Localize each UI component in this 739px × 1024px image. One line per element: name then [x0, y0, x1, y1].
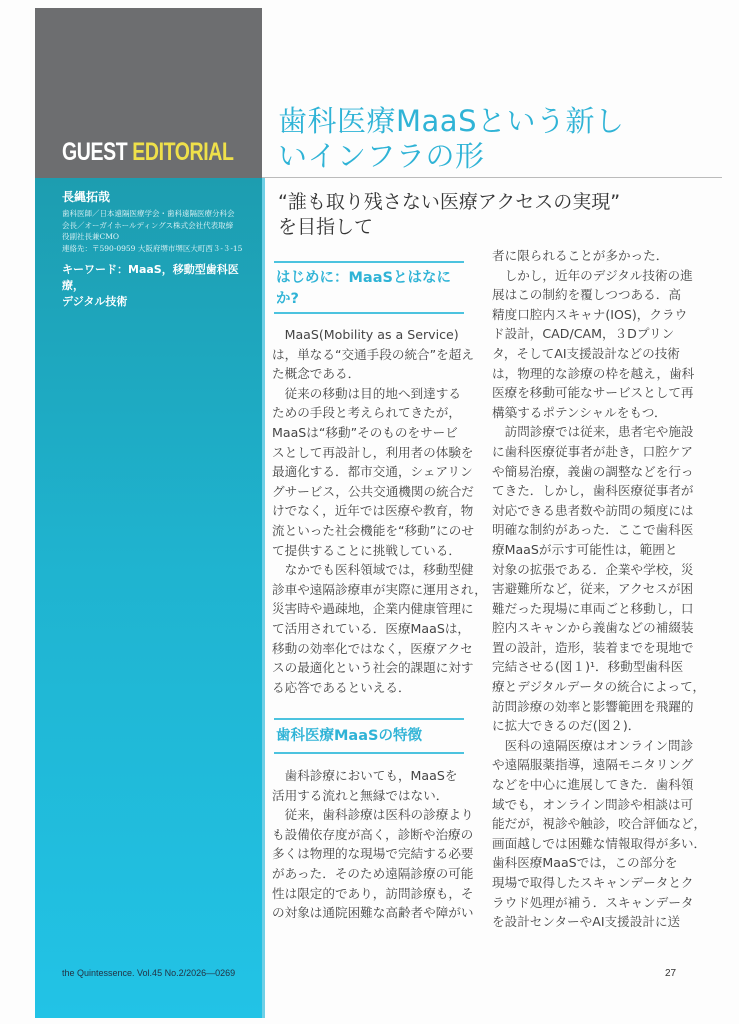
text-line: 対象の拡張である．企業や学校，災	[492, 561, 694, 577]
text-line: 災害時や過疎地，企業内健康管理に	[272, 601, 474, 617]
text-line: MaaS(Mobility as a Service)	[272, 327, 459, 342]
text-line: 移動の効率化ではなく，医療アクセ	[272, 640, 473, 656]
text-line: て活用されている．医療MaaSは，	[272, 620, 471, 636]
text-line: 療とデジタルデータの統合によって，	[492, 679, 706, 695]
text-line: ラウド処理が補う．スキャンデータ	[492, 894, 694, 910]
article-subtitle	[278, 190, 620, 240]
text-line: 展はこの制約を覆しつつある．高	[492, 287, 681, 303]
text-line: 医療を移動可能なサービスとして再	[492, 385, 694, 401]
text-line: た概念である．	[272, 366, 361, 382]
text-line: スの最適化という社会的課題に対す	[272, 660, 474, 676]
text-line: 歯科診療においても，MaaSを	[272, 768, 458, 783]
text-line: 域でも，オンライン問診や相談は可	[492, 796, 694, 812]
section1-bottom-rule	[274, 312, 464, 314]
text-line: MaaSは“移動”そのものをサービ	[272, 424, 458, 440]
affiliation-line: 会長／オーガイホールディングス株式会社代表取締	[62, 220, 234, 230]
column2-body	[492, 246, 707, 932]
column-edge-line	[262, 178, 265, 1018]
affiliation-line: 役副社長兼CMO	[62, 232, 120, 241]
title-line: 歯科医療MaaSという新し	[278, 104, 625, 138]
text-line: スとして再設計し，利用者の体験を	[272, 444, 474, 460]
text-line: 療MaaSが示す可能性は，範囲と	[492, 541, 678, 557]
text-line: などを中心に進展してきた．歯科領	[492, 777, 694, 793]
text-line: 構築するポテンシャルをもつ．	[492, 404, 667, 420]
text-line: 活用する流れと無縁ではない．	[272, 787, 449, 803]
text-line: 多くは物理的な現場で完結する必要	[272, 846, 474, 862]
text-line: 完結させる(図１)¹．移動型歯科医	[492, 659, 684, 675]
text-line: の対象は通院困難な高齢者や障がい	[272, 905, 474, 921]
text-line: しかし，近年のデジタル技術の進	[492, 267, 693, 283]
text-line: 能だが，視診や触診，咬合評価など，	[492, 816, 707, 832]
text-line: 性は限定的であり，訪問診療も，そ	[272, 885, 474, 901]
text-line: 最適化する．都市交通，シェアリン	[272, 464, 473, 480]
heading-line: はじめに：MaaSとはなに	[276, 270, 451, 286]
text-line: タ，そしてAI支援設計などの技術	[492, 345, 680, 361]
section1-top-rule	[274, 261, 464, 263]
text-line: に拡大できるのだ(図２)．	[492, 718, 641, 734]
keywords	[62, 262, 257, 310]
text-line: も設備依存度が高く，診断や治療の	[272, 826, 474, 842]
affiliation-line: 歯科医師／日本遠隔医療学会・歯科遠隔医療分科会	[62, 209, 235, 218]
text-line: があった．そのため遠隔診療の可能	[272, 865, 474, 881]
text-line: 医科の遠隔医療はオンライン問診	[492, 737, 694, 753]
text-line: 腔内スキャンから義歯などの補綴装	[492, 620, 694, 636]
text-line: 訪問診療では従来，患者宅や施設	[492, 424, 694, 440]
text-line: 訪問診療の効率と影響範囲を飛躍的	[492, 698, 694, 714]
text-line: や遠隔服薬指導，遠隔モニタリング	[492, 757, 694, 773]
page-number: 27	[665, 968, 677, 979]
title-line: いインフラの形	[278, 139, 485, 173]
text-line: 診車や遠隔診療車が実際に運用され，	[272, 581, 487, 597]
subtitle-line: を目指して	[278, 216, 374, 238]
journal-footer: the Quintessence. Vol.45 No.2/2026―0269	[62, 968, 236, 978]
text-line: る応答であるといえる．	[272, 679, 411, 695]
text-line: 流といった社会機能を“移動”にのせ	[272, 522, 474, 538]
text-line: グサービス，公共交通機関の統合だ	[272, 483, 474, 499]
section2-heading: 歯科医療MaaSの特徴	[276, 728, 422, 744]
subtitle-line: “誰も取り残さない医療アクセスの実現”	[278, 191, 621, 213]
text-line: 従来，歯科診療は医科の診療より	[272, 807, 474, 823]
text-line: を設計センターやAI支援設計に送	[492, 914, 681, 930]
text-line: 難だった現場に車両ごと移動し，口	[492, 600, 694, 616]
text-line: 歯科医療MaaSでは，この部分を	[492, 855, 678, 871]
title-divider	[262, 177, 722, 178]
text-line: 従来の移動は目的地へ到達する	[272, 385, 461, 401]
section2-bottom-rule	[274, 752, 464, 754]
section2-top-rule	[274, 718, 464, 720]
author-name: 長縄拓哉	[62, 190, 111, 204]
author-affiliation	[62, 208, 262, 254]
section1-body	[272, 325, 487, 697]
text-line: ための手段と考えられてきたが，	[272, 405, 461, 421]
text-line: 置の設計，造形，装着までを現地で	[492, 639, 694, 655]
text-line: なかでも医科領域では，移動型健	[272, 562, 474, 578]
text-line: 精度口腔内スキャナ(IOS)，クラウ	[492, 306, 688, 322]
text-line: 対応できる患者数や訪問の頻度には	[492, 502, 694, 518]
guest-editorial-label	[62, 138, 233, 167]
keywords-line: デジタル技術	[62, 295, 128, 308]
section2-body	[272, 766, 474, 923]
text-line: 現場で取得したスキャンデータとク	[492, 875, 694, 890]
text-line: や簡易治療，義歯の調整などを行っ	[492, 463, 694, 479]
section1-heading	[276, 268, 451, 310]
text-line: て提供することに挑戦している．	[272, 542, 461, 558]
keywords-line: キーワード：MaaS，移動型歯科医療，	[62, 263, 239, 292]
text-line: 者に限られることが多かった．	[492, 248, 669, 263]
text-line: けでなく，近年では医療や教育，物	[272, 503, 474, 519]
text-line: に歯科医療従事者が赴き，口腔ケア	[492, 443, 693, 459]
text-line: 画面越しでは困難な情報取得が多い．	[492, 835, 707, 851]
text-line: ド設計，CAD/CAM，３Dプリン	[492, 326, 675, 342]
text-line: てきた．しかし，歯科医療従事者が	[492, 483, 694, 499]
text-line: 明確な制約があった．ここで歯科医	[492, 522, 694, 538]
text-line: は，物理的な診療の枠を越え，歯科	[492, 365, 695, 381]
affiliation-line: 連絡先：〒590‐0959 大阪府堺市堺区大町西３‐３‐15	[62, 243, 243, 253]
article-title	[278, 104, 624, 174]
heading-line: か?	[276, 291, 299, 307]
label-guest: GUEST	[62, 138, 128, 166]
text-line: は，単なる“交通手段の統合”を超え	[272, 346, 474, 362]
label-editorial: EDITORIAL	[132, 138, 234, 166]
text-line: 害避難所など，従来，アクセスが困	[492, 581, 694, 597]
